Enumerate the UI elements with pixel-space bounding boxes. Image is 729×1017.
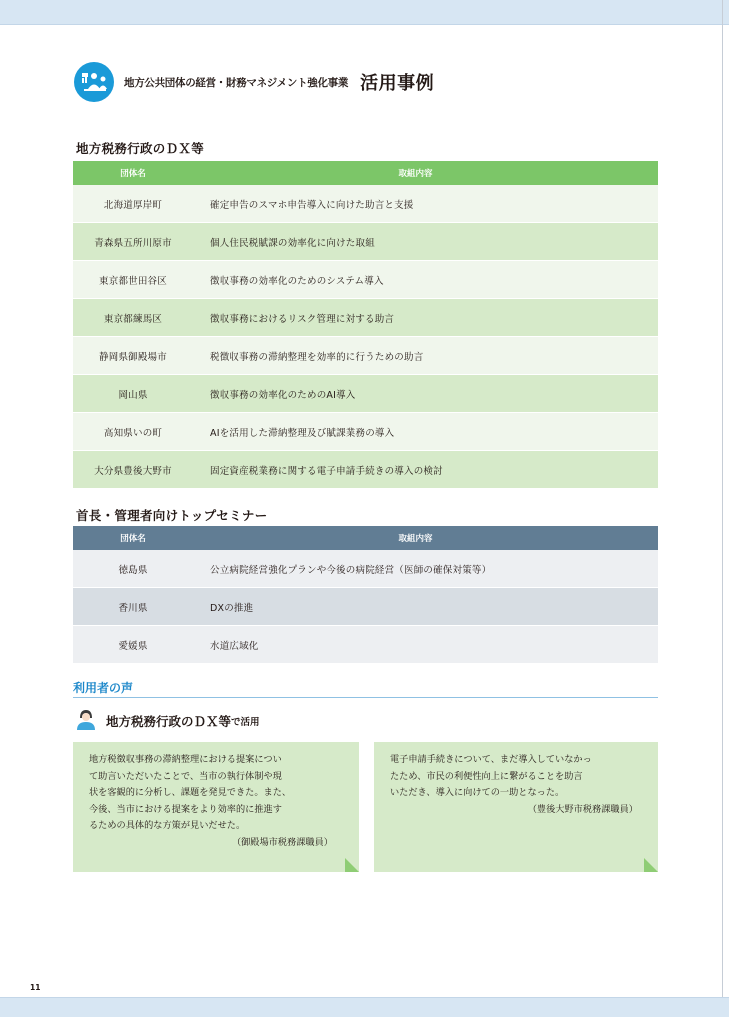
testimonial-line: 今後、当市における提案をより効率的に推進す [89,803,282,815]
page-header [74,62,434,102]
testimonial-line: て助言いただいたことで、当市の執行体制や現 [89,770,282,782]
row-org: 高知県いの町 [103,427,163,439]
table-row [73,375,658,413]
page-edge-line [722,0,723,1016]
row-content: 個人住民税賦課の効率化に向けた取組 [210,237,375,249]
table-row [73,626,658,664]
row-content: 水道広域化 [210,640,259,652]
column-header-org: 団体名 [120,169,146,179]
section1-table [73,161,658,489]
row-org: 大分県豊後大野市 [94,465,172,477]
row-org: 北海道厚岸町 [103,199,163,211]
testimonial-line: いただき、導入に向けての一助となった。 [390,787,565,798]
row-org: 岡山県 [118,389,148,401]
people-icon [74,62,114,102]
table-header [73,526,658,550]
table-row [73,261,658,299]
testimonial-author: （御殿場市税務課職員） [231,836,333,848]
section2-title: 首長・管理者向けトップセミナー [76,508,268,523]
row-org: 東京都世田谷区 [99,275,167,287]
testimonial-line: るための具体的な方策が見いだせた。 [89,820,246,831]
row-content: 徴収事務の効率化のためのAI導入 [210,389,356,401]
testimonial-author: （豊後大野市税務課職員） [527,803,638,815]
testimonial-line: たため、市民の利便性向上に繋がることを助言 [390,770,583,782]
row-org: 香川県 [118,602,148,614]
bottom-band [0,997,729,1017]
table-row [73,185,658,223]
header-title: 活用事例 [360,73,435,94]
column-header-content: 取組内容 [398,534,433,544]
table-header [73,161,658,185]
header-subtitle: 地方公共団体の経営・財務マネジメント強化事業 [124,76,349,89]
voices-subheading [74,707,260,735]
row-content: DXの推進 [210,602,254,614]
column-header-org: 団体名 [120,534,146,544]
voices-subtitle-suffix: で活用 [231,717,260,728]
table-row [73,413,658,451]
row-content: 確定申告のスマホ申告導入に向けた助言と支援 [210,199,414,211]
testimonial-card [374,742,658,872]
table-row [73,588,658,626]
testimonial-line: 電子申請手続きについて、まだ導入していなかっ [390,754,592,765]
row-content: 公立病院経営強化プランや今後の病院経営（医師の確保対策等） [210,564,492,576]
page-fold-corner [345,858,359,872]
row-content: 徴収事務の効率化のためのシステム導入 [210,275,384,287]
row-org: 徳島県 [118,564,148,576]
row-content: 税徴収事務の滞納整理を効率的に行うための助言 [210,351,424,363]
column-header-content: 取組内容 [398,169,433,179]
testimonial-line: 状を客観的に分析し、課題を発見できた。また、 [89,787,292,798]
testimonial-card [73,742,359,872]
section1-title: 地方税務行政のＤＸ等 [76,141,205,156]
user-avatar-icon [74,707,98,735]
table-row [73,299,658,337]
row-content: 固定資産税業務に関する電子申請手続きの導入の検討 [210,465,443,477]
section2-table [73,526,658,664]
table-row [73,337,658,375]
page-fold-corner [644,858,658,872]
voices-divider [73,697,658,698]
row-org: 青森県五所川原市 [94,237,172,249]
table-row [73,451,658,489]
top-band [0,0,729,25]
page-number: 11 [30,983,41,992]
row-content: 徴収事務におけるリスク管理に対する助言 [210,313,395,325]
table-row [73,223,658,261]
row-content: AIを活用した滞納整理及び賦課業務の導入 [210,427,395,439]
voices-subtitle: 地方税務行政のＤＸ等 [106,714,232,729]
row-org: 静岡県御殿場市 [99,351,167,363]
voices-heading: 利用者の声 [73,681,134,695]
table-row [73,550,658,588]
testimonial-line: 地方税徴収事務の滞納整理における提案につい [89,754,282,765]
row-org: 東京都練馬区 [103,313,163,325]
row-org: 愛媛県 [118,640,148,652]
